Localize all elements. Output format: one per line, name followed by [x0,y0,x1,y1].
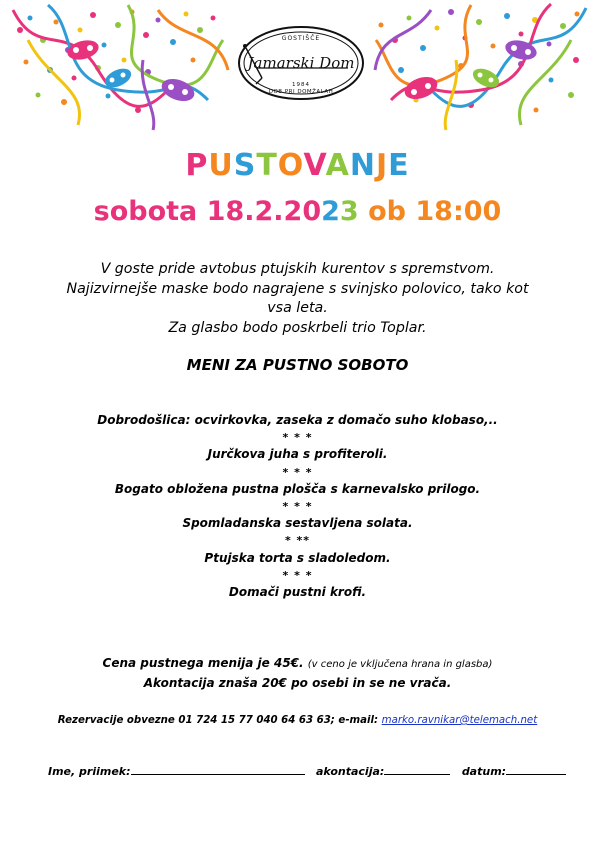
deposit-label: akontacija: [316,765,385,778]
date-segment: sobota 18.2.20 [93,196,322,227]
title-letter: T [256,148,278,183]
intro-paragraph [40,260,555,338]
menu-separator: * * * [282,431,313,445]
intro-line: V goste pride avtobus ptujskih kurentov s spremstvom. [100,261,495,277]
title-letter: N [349,148,376,183]
menu-item: Dobrodošlica: ocvirkovka, zaseka z domačo suho klobaso,.. [97,413,498,427]
logo-top-text: GOSTIŠČE [281,35,321,42]
deposit-line: Akontacija znaša 20€ po osebi in se ne vrača. [143,676,452,690]
intro-line: Najizvirnejše maske bodo nagrajene s svinjsko polovico, tako kot [66,280,529,297]
title-letter: V [303,148,326,183]
title-letter: U [208,148,234,183]
date-segment: ob 18:00 [358,196,502,227]
title-letter: J [376,148,389,183]
deposit-blank-field[interactable] [384,762,450,775]
title-letter: S [233,148,257,183]
menu-list [0,412,595,601]
menu-item: Spomladanska sestavljena solata. [182,516,413,531]
menu-separator: * * * [282,568,313,582]
price-note: (v ceno je vključena hrana in glasba) [307,659,493,670]
price-line [0,654,595,674]
intro-line: vsa leta. [267,300,328,316]
menu-item: Domači pustni krofi. [228,585,367,600]
signup-form-line [48,762,558,778]
restaurant-logo [236,24,366,102]
title-letter: P [185,148,209,183]
confetti-decoration-right [371,0,591,135]
title-letter: A [325,148,350,183]
intro-line: Za glasbo bodo poskrbeli trio Toplar. [168,319,427,336]
logo-bottom-text: DOB PRI DOMŽALAH [268,89,334,95]
date-blank-field[interactable] [506,762,566,775]
confetti-decoration-left [8,0,233,135]
menu-separator: * ** [284,534,311,548]
date-segment: 3 [339,196,359,227]
logo-year: 1984 [292,82,310,88]
menu-item: Ptujska torta s sladoledom. [204,550,391,565]
date-segment: 2 [321,196,340,227]
title-letter: O [277,148,304,183]
menu-item: Jurčkova juha s profiteroli. [207,447,388,462]
price-section [0,654,595,693]
price-text: Cena pustnega menija je 45€. [102,656,304,670]
menu-item: Bogato obložena pustna plošča s karnevalsko prilogo. [114,481,481,496]
reservation-line [0,715,595,726]
reservation-text: Rezervacije obvezne 01 724 15 77 040 64 63 63; e-mail: [57,715,382,726]
name-blank-field[interactable] [131,762,305,775]
name-label: Ime, priimek: [48,765,131,778]
event-title [0,148,595,183]
menu-separator: * * * [282,465,313,479]
date-label: datum: [461,765,507,778]
event-date [0,196,595,227]
menu-separator: * * * [282,500,313,514]
menu-heading: MENI ZA PUSTNO SOBOTO [186,356,409,374]
logo-name: Jamarski Dom [247,54,355,72]
title-letter: E [388,148,410,183]
email-link[interactable]: marko.ravnikar@telemach.net [381,715,538,726]
